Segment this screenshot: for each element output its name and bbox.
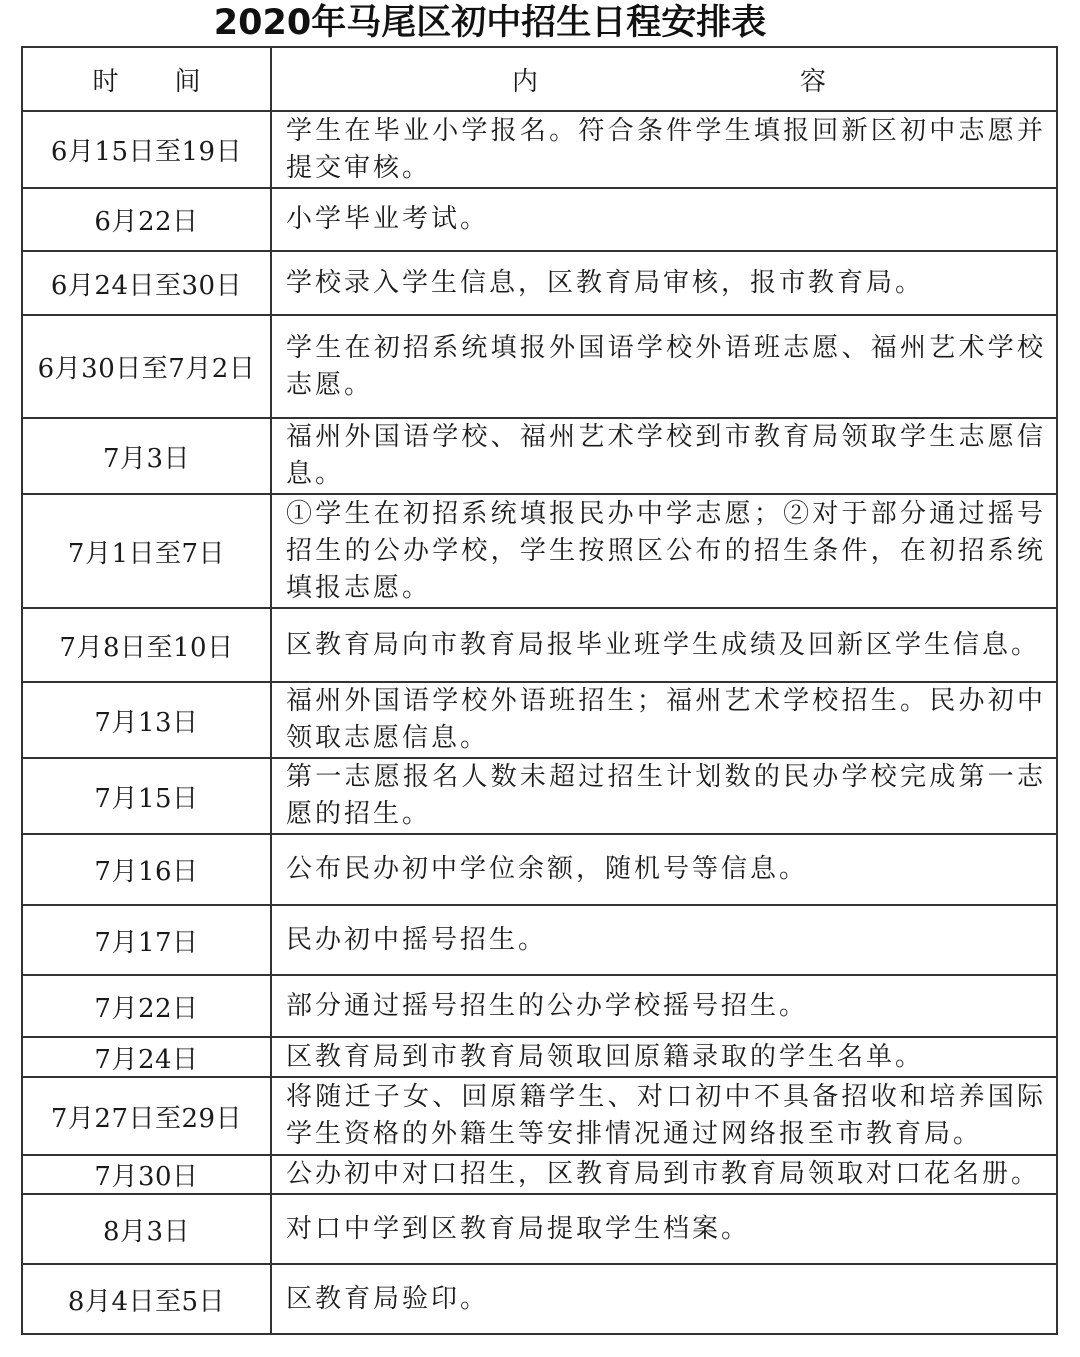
row-date: 7月15日 <box>22 758 271 834</box>
row-date: 7月30日 <box>22 1155 271 1194</box>
row-date: 8月3日 <box>22 1194 271 1264</box>
page-title: 2020年马尾区初中招生日程安排表 <box>213 3 767 43</box>
row-date: 7月17日 <box>22 905 271 975</box>
table-row <box>22 834 1057 905</box>
row-content: ①学生在初招系统填报民办中学志愿；②对于部分通过摇号招生的公办学校，学生按照区公布的招生条件，在初招系统填报志愿。 <box>271 494 1057 608</box>
row-content: 部分通过摇号招生的公办学校摇号招生。 <box>271 975 1057 1037</box>
row-date: 7月8日至10日 <box>22 608 271 682</box>
table-row <box>22 1264 1057 1334</box>
table-row <box>22 315 1057 418</box>
table-row <box>22 905 1057 975</box>
row-date: 6月15日至19日 <box>22 111 271 188</box>
row-content: 公布民办初中学位余额，随机号等信息。 <box>271 834 1057 905</box>
row-date: 7月13日 <box>22 682 271 758</box>
row-content: 福州外国语学校外语班招生；福州艺术学校招生。民办初中领取志愿信息。 <box>271 682 1057 758</box>
table-header-row <box>22 47 1057 111</box>
row-content: 第一志愿报名人数未超过招生计划数的民办学校完成第一志愿的招生。 <box>271 758 1057 834</box>
row-content: 民办初中摇号招生。 <box>271 905 1057 975</box>
table-row <box>22 975 1057 1037</box>
row-content: 学生在初招系统填报外国语学校外语班志愿、福州艺术学校志愿。 <box>271 315 1057 418</box>
row-content: 学校录入学生信息，区教育局审核，报市教育局。 <box>271 251 1057 315</box>
row-date: 6月24日至30日 <box>22 251 271 315</box>
row-content: 区教育局向市教育局报毕业班学生成绩及回新区学生信息。 <box>271 608 1057 682</box>
table-row <box>22 494 1057 608</box>
row-content: 区教育局验印。 <box>271 1264 1057 1334</box>
table-row <box>22 682 1057 758</box>
table-row <box>22 1037 1057 1077</box>
row-content: 学生在毕业小学报名。符合条件学生填报回新区初中志愿并提交审核。 <box>271 111 1057 188</box>
schedule-table <box>21 46 1058 1335</box>
row-date: 7月1日至7日 <box>22 494 271 608</box>
row-date: 6月30日至7月2日 <box>22 315 271 418</box>
table-row <box>22 1155 1057 1194</box>
row-date: 8月4日至5日 <box>22 1264 271 1334</box>
row-content: 对口中学到区教育局提取学生档案。 <box>271 1194 1057 1264</box>
row-content: 小学毕业考试。 <box>271 188 1057 251</box>
header-time <box>22 47 271 111</box>
row-content: 福州外国语学校、福州艺术学校到市教育局领取学生志愿信息。 <box>271 418 1057 494</box>
table-row <box>22 188 1057 251</box>
table-row <box>22 1194 1057 1264</box>
row-date: 7月24日 <box>22 1037 271 1077</box>
table-row <box>22 1077 1057 1155</box>
table-row <box>22 251 1057 315</box>
row-date: 6月22日 <box>22 188 271 251</box>
header-time-char: 时 <box>92 66 119 97</box>
header-time-char: 间 <box>174 66 201 97</box>
row-date: 7月16日 <box>22 834 271 905</box>
row-date: 7月3日 <box>22 418 271 494</box>
table-row <box>22 111 1057 188</box>
table-row <box>22 608 1057 682</box>
row-date: 7月22日 <box>22 975 271 1037</box>
header-content <box>271 47 1057 111</box>
header-content-char: 内 <box>512 66 539 97</box>
row-content: 公办初中对口招生，区教育局到市教育局领取对口花名册。 <box>271 1155 1057 1194</box>
header-content-char: 容 <box>799 66 826 97</box>
table-row <box>22 418 1057 494</box>
row-content: 将随迁子女、回原籍学生、对口初中不具备招收和培养国际学生资格的外籍生等安排情况通过网络报至市教育局。 <box>271 1077 1057 1155</box>
table-row <box>22 758 1057 834</box>
row-date: 7月27日至29日 <box>22 1077 271 1155</box>
row-content: 区教育局到市教育局领取回原籍录取的学生名单。 <box>271 1037 1057 1077</box>
